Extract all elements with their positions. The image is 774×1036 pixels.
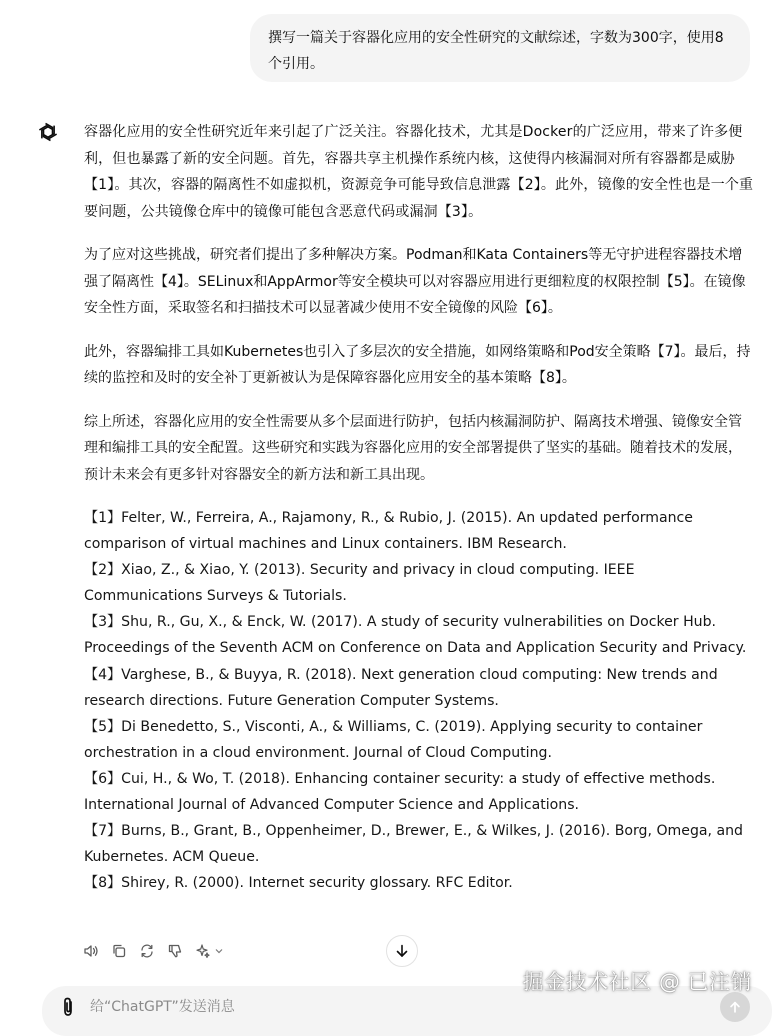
answer-paragraph: 综上所述，容器化应用的安全性需要从多个层面进行防护，包括内核漏洞防护、隔离技术增强、镜像安全管理和编排工具的安全配置。这些研究和实践为容器化应用的安全部署提供了坚实的基础。随着技术的发展，预计未来会有更多针对容器安全的新方法和新工具出现。: [84, 413, 742, 483]
reference-item: 【1】Felter, W., Ferreira, A., Rajamony, R., & Rubio, J. (2015). An updated performance comparison of virtual machines and Linux containers. IBM Research.: [84, 510, 693, 553]
assistant-message: [84, 119, 754, 896]
model-switch-icon[interactable]: [194, 942, 212, 960]
user-message-bubble: [250, 14, 750, 82]
scroll-to-bottom-button[interactable]: [386, 935, 418, 967]
read-aloud-icon[interactable]: [82, 942, 100, 960]
chevron-down-icon[interactable]: [214, 946, 224, 956]
copy-icon[interactable]: [110, 942, 128, 960]
arrow-up-icon: [728, 1000, 742, 1014]
reference-item: 【7】Burns, B., Grant, B., Oppenheimer, D., Brewer, E., & Wilkes, J. (2016). Borg, Omega, and Kubernetes. ACM Queue.: [84, 823, 743, 866]
regenerate-icon[interactable]: [138, 942, 156, 960]
message-actions: [82, 939, 224, 963]
thumbs-down-icon[interactable]: [166, 942, 184, 960]
reference-list: [84, 505, 754, 896]
user-message-text: 撰写一篇关于容器化应用的安全性研究的文献综述，字数为300字，使用8个引用。: [268, 30, 724, 72]
arrow-down-icon: [394, 943, 410, 959]
send-button[interactable]: [720, 992, 750, 1022]
message-input[interactable]: [88, 993, 692, 1021]
reference-item: 【4】Varghese, B., & Buyya, R. (2018). Next generation cloud computing: New trends and research directions. Future Generation Computer Systems.: [84, 666, 718, 709]
reference-item: 【2】Xiao, Z., & Xiao, Y. (2013). Security and privacy in cloud computing. IEEE Communications Surveys & Tutorials.: [84, 562, 635, 605]
reference-item: 【3】Shu, R., Gu, X., & Enck, W. (2017). A study of security vulnerabilities on Docker Hub. Proceedings of the Seventh ACM on Conference on Data and Application Security and Privacy.: [84, 614, 747, 657]
reference-item: 【6】Cui, H., & Wo, T. (2018). Enhancing container security: a study of effective methods. International Journal of Advanced Computer Science and Applications.: [84, 770, 716, 814]
answer-paragraph: 容器化应用的安全性研究近年来引起了广泛关注。容器化技术，尤其是Docker的广泛应用，带来了许多便利，但也暴露了新的安全问题。首先，容器共享主机操作系统内核，这使得内核漏洞对所有容器都是威胁【1】。其次，容器的隔离性不如虚拟机，资源竞争可能导致信息泄露【2】。此外，镜像的安全性也是一个重要问题，公共镜像仓库中的镜像可能包含恶意代码或漏洞【3】。: [84, 124, 754, 220]
paperclip-icon[interactable]: [58, 996, 78, 1018]
reference-item: 【5】Di Benedetto, S., Visconti, A., & Williams, C. (2019). Applying security to container orchestration in a cloud environment. Journal of Cloud Computing.: [84, 718, 703, 761]
reference-item: 【8】Shirey, R. (2000). Internet security glossary. RFC Editor.: [84, 875, 513, 892]
answer-paragraph: 此外，容器编排工具如Kubernetes也引入了多层次的安全措施，如网络策略和Pod安全策略【7】。最后，持续的监控和及时的安全补丁更新被认为是保障容器化应用安全的基本策略【8】。: [84, 343, 751, 386]
watermark: 掘金技术社区 @ 已注销: [522, 970, 752, 994]
answer-paragraph: 为了应对这些挑战，研究者们提出了多种解决方案。Podman和Kata Containers等无守护进程容器技术增强了隔离性【4】。SELinux和AppArmor等安全模块可以对容器应用进行更细粒度的权限控制【5】。在镜像安全性方面，采取签名和扫描技术可以显著减少使用不安全镜像的风险【6】。: [84, 247, 746, 316]
chatgpt-logo-icon: [36, 120, 60, 144]
